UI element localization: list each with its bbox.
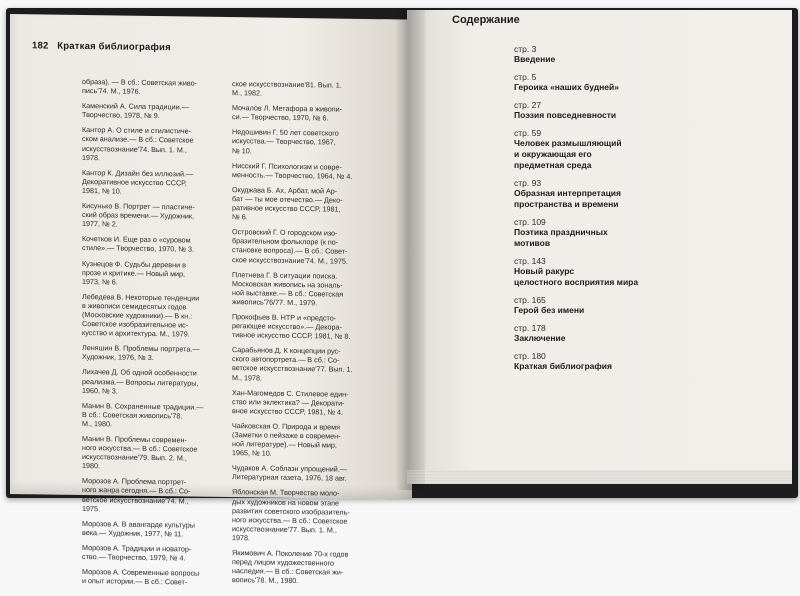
bibliography-line: Кочетков И. Еще раз о «суровом xyxy=(82,234,191,245)
bibliography-line: искусствознание'77. Вып. 1. М., xyxy=(232,523,337,535)
bibliography-line: регающее искусство».— Декора- xyxy=(232,321,342,332)
bibliography-entry xyxy=(82,434,217,472)
toc-chapter-title: Введение xyxy=(514,54,556,64)
bibliography-entry xyxy=(82,343,217,363)
bibliography-line: ной выставке.— В сб.: Советская xyxy=(232,287,344,299)
bibliography-entry xyxy=(82,292,217,339)
bibliography-line: Манин В. Сохраненные традиции.— xyxy=(82,400,204,412)
bibliography-entry xyxy=(82,567,217,587)
bibliography-line: реализма.— Вопросы литературы, xyxy=(82,376,199,388)
toc-chapter-title: мотивов xyxy=(514,238,551,248)
bibliography-line: дых художников на новом этапе xyxy=(232,496,340,508)
bibliography-line: Хан-Магомедов С. Стилевое един- xyxy=(232,387,349,399)
bibliography-line: Декоративное искусство СССР, xyxy=(82,176,187,188)
bibliography-line: искусствознание'74. Вып. 1. М., xyxy=(82,143,187,155)
bibliography-line: М., 1980. xyxy=(82,418,112,429)
bibliography-line: ного искусства.— В сб.: Советское xyxy=(82,443,198,454)
bibliography-entry xyxy=(232,79,367,99)
bibliography-line: Плетнева Г. В ситуации поиска. xyxy=(232,269,338,281)
bibliography-line: Мочалов Л. Метафора в живопи- xyxy=(232,103,343,114)
toc-item xyxy=(514,323,714,344)
bibliography-line: № 6. xyxy=(232,212,248,222)
toc-page-number: стр. 3 xyxy=(514,44,537,54)
bibliography-line: си.— Творчество, 1970, № 6. xyxy=(232,112,329,123)
bibliography-line: Яблонская М. Творчество моло- xyxy=(232,487,340,499)
bibliography-line: образа). — В сб.: Советская живо- xyxy=(82,77,198,88)
bibliography-column-2 xyxy=(232,79,367,592)
bibliography-line: Леняшин В. Проблемы портрета.— xyxy=(82,343,200,354)
bibliography-line: Окуджава Б. Ах, Арбат, мой Ар- xyxy=(232,184,338,196)
bibliography-line: ское искусствознание'74. М., 1975. xyxy=(232,254,348,266)
contents-title: Содержание xyxy=(452,14,520,26)
bibliography-entry xyxy=(232,388,367,417)
bibliography-line: Якимович А. Поколение 70-х годов xyxy=(232,548,349,559)
bibliography-line: живопись'76/77. М., 1979. xyxy=(232,296,318,308)
toc-page-number: стр. 27 xyxy=(514,100,542,110)
bibliography-entry xyxy=(82,519,217,539)
bibliography-line: перед лицом художественного xyxy=(232,557,334,568)
page-edge xyxy=(407,470,792,484)
bibliography-line: Сарабьянов Д. К концепции рус- xyxy=(232,345,341,356)
toc-item xyxy=(514,256,714,288)
bibliography-line: 1980. xyxy=(82,461,100,471)
running-head xyxy=(32,40,171,53)
toc-item xyxy=(514,100,714,121)
bibliography-line: Морозов А. Современные вопросы xyxy=(82,567,200,578)
bibliography-line: искусства.— Творчество, 1967, xyxy=(232,136,336,148)
bibliography-line: вное искусство СССР, 1981, № 4. xyxy=(232,405,344,417)
toc-page-number: стр. 143 xyxy=(514,256,546,266)
toc-chapter-title: Заключение xyxy=(514,333,566,343)
bibliography-line: 1978. xyxy=(232,533,250,543)
bibliography-line: менность.— Творчество, 1964, № 4. xyxy=(232,169,353,181)
bibliography-entry xyxy=(82,201,217,230)
toc-chapter-title: Образная интерпретация xyxy=(514,188,621,198)
bibliography-line: ративное искусство СССР, 1981, xyxy=(232,203,341,214)
bibliography-line: Кантор К. Дизайн без иллюзий.— xyxy=(82,167,194,179)
bibliography-line: бразительном фольклоре (к по- xyxy=(232,236,339,247)
bibliography-line: ского автопортрета.— В сб.: Со- xyxy=(232,354,340,365)
bibliography-line: Морозов А. В авангарде культуры xyxy=(82,518,195,530)
bibliography-entry xyxy=(82,168,217,197)
bibliography-line: Морозов А. Проблема портрет- xyxy=(82,476,187,487)
toc-chapter-title: Человек размышляющий xyxy=(514,138,622,148)
toc-item xyxy=(514,351,714,372)
bibliography-entry xyxy=(82,259,217,288)
toc-item xyxy=(514,44,714,65)
bibliography-line: Морозов А. Традиции и новатор- xyxy=(82,542,192,554)
bibliography-entry xyxy=(232,185,367,223)
bibliography-line: № 10. xyxy=(232,145,252,155)
toc-page-number: стр. 165 xyxy=(514,295,546,305)
toc-chapter-title: Поэтика праздничных xyxy=(514,227,608,237)
bibliography-line: кусство и архитектура. М., 1979. xyxy=(82,328,190,339)
bibliography-line: (Заметки о пейзаже в современ- xyxy=(232,430,341,441)
bibliography-line: становке вопроса).— В сб.: Совет- xyxy=(232,245,348,257)
toc-item xyxy=(514,128,714,171)
bibliography-line: Чайковская О. Природа и время xyxy=(232,421,340,432)
bibliography-line: ском анализе.— В сб.: Советское xyxy=(82,134,194,146)
bibliography-line: искусствознание'79. Вып. 2. М., xyxy=(82,452,187,463)
bibliography-line: тивное искусство СССР, 1981, № 8. xyxy=(232,330,351,341)
toc-item xyxy=(514,178,714,210)
bibliography-entry xyxy=(82,401,217,430)
bibliography-line: Литературная газета, 1976, 18 авг. xyxy=(232,472,347,484)
bibliography-line: Недошивин Г. 50 лет советского xyxy=(232,127,339,138)
bibliography-line: наследия.— В сб.: Советская жи- xyxy=(232,566,344,577)
bibliography-line: Московская живопись на зональ- xyxy=(232,278,343,290)
left-page xyxy=(10,14,412,587)
bibliography-line: прозе и критике.— Новый мир, xyxy=(82,267,186,279)
bibliography-line: Кисунько В. Портрет — пластиче- xyxy=(82,201,195,212)
bibliography-line: (Московские художники).— В кн.: xyxy=(82,309,193,321)
bibliography-entry xyxy=(232,345,367,383)
running-head-title: Краткая библиография xyxy=(57,40,171,54)
bibliography-line: М., 1978. xyxy=(232,372,262,383)
toc-chapter-title: и окружающая его xyxy=(514,149,592,159)
bibliography-line: ветское искусствознание'74. М., xyxy=(82,494,189,506)
toc-chapter-title: Поэзия повседневности xyxy=(514,110,617,120)
toc-chapter-title: предметная среда xyxy=(514,160,592,170)
bibliography-line: Манин В. Проблемы современ- xyxy=(82,434,187,445)
toc-chapter-title: пространства и времени xyxy=(514,199,619,209)
bibliography-line: Островский Г. О городском изо- xyxy=(232,227,338,238)
bibliography-line: ство или эклектика? — Декорати- xyxy=(232,396,345,408)
bibliography-line: Кузнецов Ф. Судьбы деревни в xyxy=(82,258,186,269)
bibliography-line: ветское искусствознание'77. Вып. 1. xyxy=(232,363,353,375)
toc-page-number: стр. 93 xyxy=(514,178,542,188)
toc-page-number: стр. 178 xyxy=(514,323,546,333)
bibliography-line: 1978. xyxy=(82,152,100,162)
toc-chapter-title: Герой без имени xyxy=(514,305,585,315)
bibliography-entry xyxy=(232,103,367,123)
bibliography-entry xyxy=(82,476,217,514)
bibliography-entry xyxy=(82,125,217,163)
bibliography-line: в живописи семидесятых годов xyxy=(82,300,187,312)
bibliography-line: Советское изобразительное ис- xyxy=(82,319,189,330)
toc-chapter-title: целостного восприятия мира xyxy=(514,277,639,287)
bibliography-line: бат — ты мое отечество.— Деко- xyxy=(232,194,343,205)
bibliography-line: ское искусствознание'81. Вып. 1. xyxy=(232,79,342,90)
bibliography-line: Кантор А. О стиле и стилистиче- xyxy=(82,125,191,136)
bibliography-line: М., 1982. xyxy=(232,88,262,98)
bibliography-line: Чудаков А. Соблазн упрощений.— xyxy=(232,463,348,474)
bibliography-line: Нисский Г. Психологизм и совре- xyxy=(232,160,342,172)
bibliography-line: развития советского изобразитель- xyxy=(232,505,350,517)
bibliography-line: ский образ времени.— Художник, xyxy=(82,210,195,221)
bibliography-line: ство.— Творчество, 1979, № 4. xyxy=(82,552,186,563)
bibliography-entry xyxy=(82,101,217,121)
bibliography-entry xyxy=(232,488,367,544)
toc-item xyxy=(514,217,714,249)
bibliography-entry xyxy=(232,421,367,459)
bibliography-entry xyxy=(232,270,367,308)
bibliography-entry xyxy=(232,161,367,181)
toc-page-number: стр. 180 xyxy=(514,351,546,361)
bibliography-line: 1975. xyxy=(82,503,100,513)
bibliography-line: Творчество, 1978, № 9. xyxy=(82,110,160,121)
bibliography-line: ной литературе).— Новый мир, xyxy=(232,439,337,450)
bibliography-line: и опыт истории.— В сб.: Совет- xyxy=(82,576,188,587)
bibliography-line: вопись'78. М., 1980. xyxy=(232,575,299,586)
bibliography-line: Прокофьев В. НТР и «предсто- xyxy=(232,312,337,323)
bibliography-line: ного жанра сегодня.— В сб.: Со- xyxy=(82,485,191,496)
bibliography-line: стиле».— Творчество, 1970, № 3. xyxy=(82,243,194,254)
bibliography-line: 1977, № 2. xyxy=(82,219,118,229)
toc-page-number: стр. 5 xyxy=(514,72,537,82)
bibliography-entry xyxy=(82,543,217,563)
bibliography-line: Лихачев Д. Об одной особенности xyxy=(82,367,197,379)
bibliography-column-1 xyxy=(82,77,217,593)
bibliography-line: Лебедева В. Некоторые тенденции xyxy=(82,291,200,303)
table-of-contents xyxy=(514,44,714,379)
bibliography-line: 1973, № 6. xyxy=(82,276,118,287)
bibliography-line: 1981, № 10. xyxy=(82,185,122,196)
toc-item xyxy=(514,72,714,93)
bibliography-entry xyxy=(82,77,217,97)
bibliography-entry xyxy=(232,127,367,156)
toc-item xyxy=(514,295,714,316)
bibliography-line: пись'74. М., 1976. xyxy=(82,86,141,96)
bibliography-line: века.— Художник, 1977, № 11. xyxy=(82,527,184,539)
toc-page-number: стр. 59 xyxy=(514,128,542,138)
bibliography-line: 1960, № 3. xyxy=(82,385,118,396)
toc-chapter-title: Героика «наших будней» xyxy=(514,82,619,92)
toc-chapter-title: Новый ракурс xyxy=(514,266,575,276)
toc-chapter-title: Краткая библиография xyxy=(514,361,612,371)
bibliography-line: В сб.: Советская живопись'78. xyxy=(82,409,183,421)
bibliography-entry xyxy=(232,227,367,265)
bibliography-entry xyxy=(82,367,217,396)
bibliography-entry xyxy=(232,548,367,586)
toc-page-number: стр. 109 xyxy=(514,217,546,227)
bibliography-line: 1965, № 10. xyxy=(232,448,272,458)
bibliography-line: Каменский А. Сила традиции.— xyxy=(82,101,189,112)
bibliography-line: Художник, 1976, № 3. xyxy=(82,352,154,363)
bibliography-entry xyxy=(232,312,367,341)
page-number: 182 xyxy=(32,40,49,52)
bibliography-entry xyxy=(82,234,217,254)
bibliography-entry xyxy=(232,463,367,483)
bibliography-line: ного искусства.— В сб.: Советское xyxy=(232,514,348,526)
